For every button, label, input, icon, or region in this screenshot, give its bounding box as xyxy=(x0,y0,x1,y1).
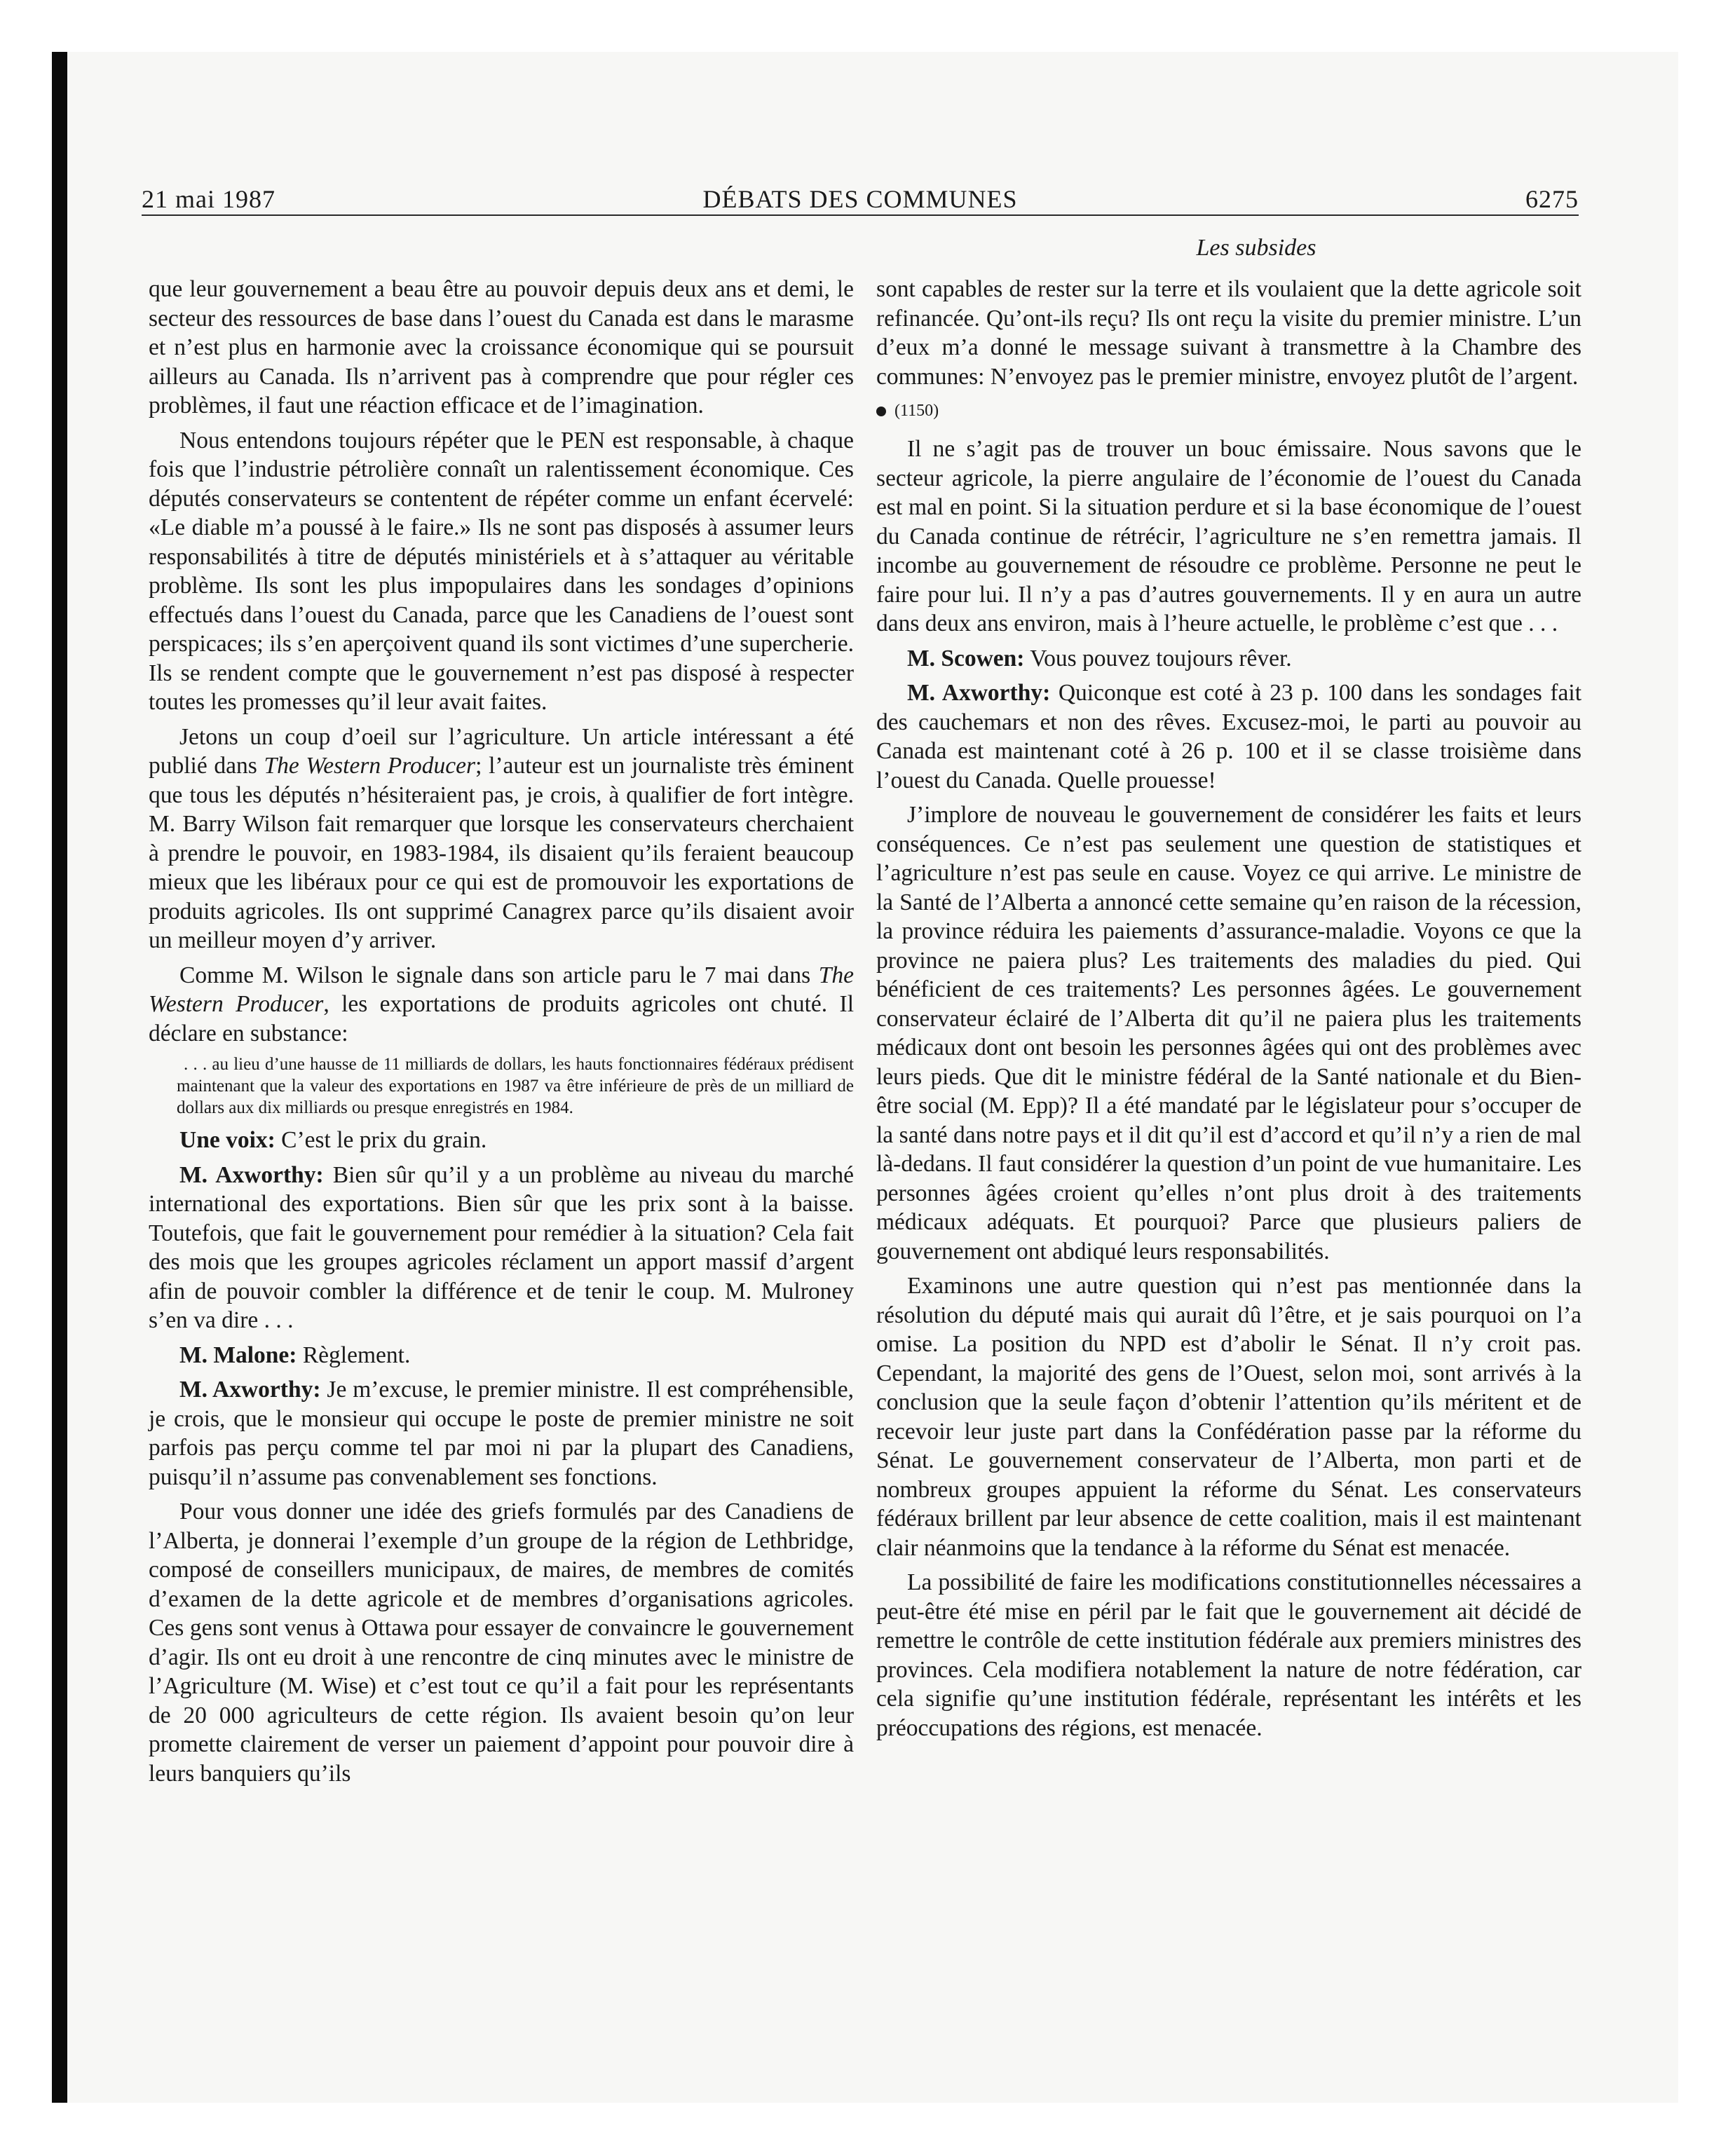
paragraph: La possibilité de faire les modifications constitutionnelles nécessaires a peut-être été mise en péril par le fait que le gouvernement ait décidé de remettre le contrôle de cette institution fédérale aux premiers ministres des provinces. Cela modifiera notablement la nature de notre fédération, car cela signifie qu’une institution fédérale, représentant les intérêts et les préoccupations des régions, est menacée. xyxy=(876,1569,1581,1741)
paragraph xyxy=(149,961,854,1049)
timestamp-text: (1150) xyxy=(894,402,939,420)
section-title: Les subsides xyxy=(1196,235,1316,261)
speaker-name: M. Axworthy: xyxy=(179,1377,321,1403)
speaker-name: M. Malone: xyxy=(179,1342,297,1368)
speech-text: Je m’excuse, le premier ministre. Il est compréhensible, je crois, que le monsieur qui occupe le poste de premier ministre ne soit parfois pas perçu comme tel par moi ni par la plupart des Canadiens, puisqu’il n’assume pas convenablement ses fonctions. xyxy=(149,1377,854,1490)
speaker-name: M. Scowen: xyxy=(907,645,1025,671)
speech-text: Règlement. xyxy=(297,1342,411,1368)
paragraph: sont capables de rester sur la terre et ils voulaient que la dette agricole soit refinancée. Qu’ont-ils reçu? Ils ont reçu la visite du premier ministre. L’un d’eux m’a donné le message suivant à transmettre à la Chambre des communes: N’envoyez pas le premier ministre, envoyez plutôt de l’argent. xyxy=(876,276,1581,390)
speaker-name: Une voix: xyxy=(179,1127,275,1153)
page-number: 6275 xyxy=(1525,185,1579,213)
speech-text: Quiconque est coté à 23 p. 100 dans les sondages fait des cauchemars et non des rêves. Excusez-moi, le parti au pouvoir au Canada est maintenant coté à 26 p. 100 et il se classe troisième dans l’ouest du Canada. Quelle prouesse! xyxy=(876,680,1582,793)
speech xyxy=(149,1375,854,1492)
paragraph: Examinons une autre question qui n’est pas mentionnée dans la résolution du député mais qui aurait dû l’être, et je sais pourquoi on l’a omise. La position du NPD est d’abolir le Sénat. Il n’y croit pas. Cependant, la majorité des gens de l’Ouest, selon moi, sont arrivés à la conclusion que la seule façon d’obtenir l’attention qu’ils méritent et de recevoir leur juste part dans la Confédération passe par la réforme du Sénat. Le gouvernement conservateur de l’Alberta, mon parti et de nombreux groupes appuient la réforme du Sénat. Les conservateurs fédéraux brillent par leur absence de cette coalition, mais il est maintenant clair néanmoins que la tendance à la réforme du Sénat est menacée. xyxy=(876,1273,1581,1561)
speech xyxy=(876,678,1581,795)
speech xyxy=(149,1161,854,1335)
bullet-icon xyxy=(876,407,886,416)
paragraph: J’implore de nouveau le gouvernement de considérer les faits et leurs conséquences. Ce n’est pas seulement une question de statistiques et l’agriculture n’est pas seule en cause. Voyez ce qui arrive. Le ministre de la Santé de l’Alberta a annoncé cette semaine qu’en raison de la récession, la province réduira les paiements d’assurance-maladie. Voyons ce que la province ne paiera plus? Les traitements des maladies du pied. Qui bénéficient de ces traitements? Les personnes âgées. Le gouvernement conservateur éclairé de l’Alberta dit qu’il ne paiera plus les traitements médicaux dont ont besoin les personnes âgées qui ont des problèmes avec leurs pieds. Que dit le ministre fédéral de la Santé nationale et du Bien-être social (M. Epp)? Il a été mandaté par le législateur pour s’occuper de la santé dans notre pays et il dit qu’il est d’accord et qu’il n’y a rien de mal là-dedans. Il faut considérer la question d’un point de vue humanitaire. Les personnes âgées croient qu’elles n’ont plus droit à des traitements médicaux adéquats. Et pourquoi? Parce que plusieurs paliers de gouvernement ont abdiqué leurs responsabilités. xyxy=(876,802,1581,1264)
paragraph: Nous entendons toujours répéter que le PEN est responsable, à chaque fois que l’industrie pétrolière connaît un ralentissement économique. Ces députés conservateurs se contentent de répéter comme un enfant écervelé: «Le diable m’a poussé à le faire.» Ils ne sont pas disposés à assumer leurs responsabilités à titre de députés ministériels et à s’attaquer au véritable problème. Ils sont les plus impopulaires dans les sondages d’opinions effectués dans l’ouest du Canada, parce que les Canadiens de l’ouest sont perspicaces; ils s’en aperçoivent quand ils sont victimes d’une supercherie. Ils se rendent compte que le gouvernement n’est pas disposé à respecter toutes les promesses qu’il leur avait faites. xyxy=(149,427,854,715)
left-column xyxy=(149,275,854,1794)
speech xyxy=(149,1126,854,1155)
paragraph: Il ne s’agit pas de trouver un bouc émissaire. Nous savons que le secteur agricole, la pierre angulaire de l’économie de l’ouest du Canada est mal en point. Si la situation perdure et si la base économique de l’ouest du Canada continue de rétrécir, l’agriculture ne s’en remettra jamais. Il incombe au gouvernement de résoudre ce problème. Personne ne peut le faire pour lui. Il n’y a pas d’autres gouvernements. Il y en aura un autre dans deux ans environ, mais à l’heure actuelle, le problème c’est que . . . xyxy=(876,436,1581,636)
speech-text: C’est le prix du grain. xyxy=(275,1127,487,1153)
speech-text: Bien sûr qu’il y a un problème au niveau du marché international des exportations. Bien sûr que les prix sont à la baisse. Toutefois, que fait le gouvernement pour remédier à la situation? Cela fait des mois que les groupes agricoles réclament un apport massif d’argent afin de pouvoir combler la différence et de tenir le coup. M. Mulroney s’en va dire . . . xyxy=(149,1161,854,1333)
running-header xyxy=(142,179,1579,219)
right-column xyxy=(876,275,1581,1748)
timestamp xyxy=(876,397,1581,425)
paragraph-text: Jetons un coup d’oeil sur l’agriculture. Un article intéressant a été publié dans xyxy=(149,723,854,779)
speech-text: Vous pouvez toujours rêver. xyxy=(1024,645,1292,671)
paragraph-text: , les exportations de produits agricoles ont chuté. Il déclare en substance: xyxy=(149,991,854,1046)
block-quote: . . . au lieu d’une hausse de 11 milliards de dollars, les hauts fonctionnaires fédéraux prédisent maintenant que la valeur des exportations en 1987 va être inférieure de près de un milliard de dollars aux dix milliards ou presque enregistrés en 1984. xyxy=(177,1055,854,1117)
speaker-name: M. Axworthy: xyxy=(907,680,1051,706)
header-date: 21 mai 1987 xyxy=(142,185,275,213)
header-title: DÉBATS DES COMMUNES xyxy=(702,185,1018,213)
header-rule xyxy=(142,214,1579,216)
paragraph: que leur gouvernement a beau être au pouvoir depuis deux ans et demi, le secteur des ressources de base dans l’ouest du Canada est dans le marasme et n’est plus en harmonie avec la croissance économique qui se poursuit ailleurs au Canada. Ils n’arrivent pas à comprendre que pour régler ces problèmes, il faut une réaction efficace et de l’imagination. xyxy=(149,276,854,418)
speaker-name: M. Axworthy: xyxy=(179,1161,324,1188)
paragraph xyxy=(149,723,854,955)
publication-title: The Western Producer xyxy=(264,753,476,779)
paragraph-text: Comme M. Wilson le signale dans son article paru le 7 mai dans xyxy=(179,962,819,988)
scan-binding-edge xyxy=(52,52,67,2103)
paragraph-text: ; l’auteur est un journaliste très éminent que tous les députés n’hésiteraient pas, je crois, à qualifier de fort intègre. M. Barry Wilson fait remarquer que lorsque les conservateurs cherchaient à prendre le pouvoir, en 1983-1984, ils disaient qu’ils feraient beaucoup mieux que les libéraux pour ce qui est de promouvoir les exportations de produits agricoles. Ils ont supprimé Canagrex parce qu’ils disaient avoir un meilleur moyen d’y arriver. xyxy=(149,753,855,953)
speech xyxy=(876,644,1581,674)
paragraph: Pour vous donner une idée des griefs formulés par des Canadiens de l’Alberta, je donnerai l’exemple d’un groupe de la région de Lethbridge, composé de conseillers municipaux, de maires, de membres de comités d’examen de la dette agricole et de membres d’organisations agricoles. Ces gens sont venus à Ottawa pour essayer de convaincre le gouvernement d’agir. Ils ont eu droit à une rencontre de cinq minutes avec le ministre de l’Agriculture (M. Wise) et c’est tout ce qu’il a fait pour les représentants de 20 000 agriculteurs de cette région. Ils avaient besoin qu’on leur promette clairement de verser un paiement d’appoint pour pouvoir dire à leurs banquiers qu’ils xyxy=(149,1499,854,1787)
publication-title: The Western Producer xyxy=(149,962,854,1017)
speech xyxy=(149,1341,854,1370)
